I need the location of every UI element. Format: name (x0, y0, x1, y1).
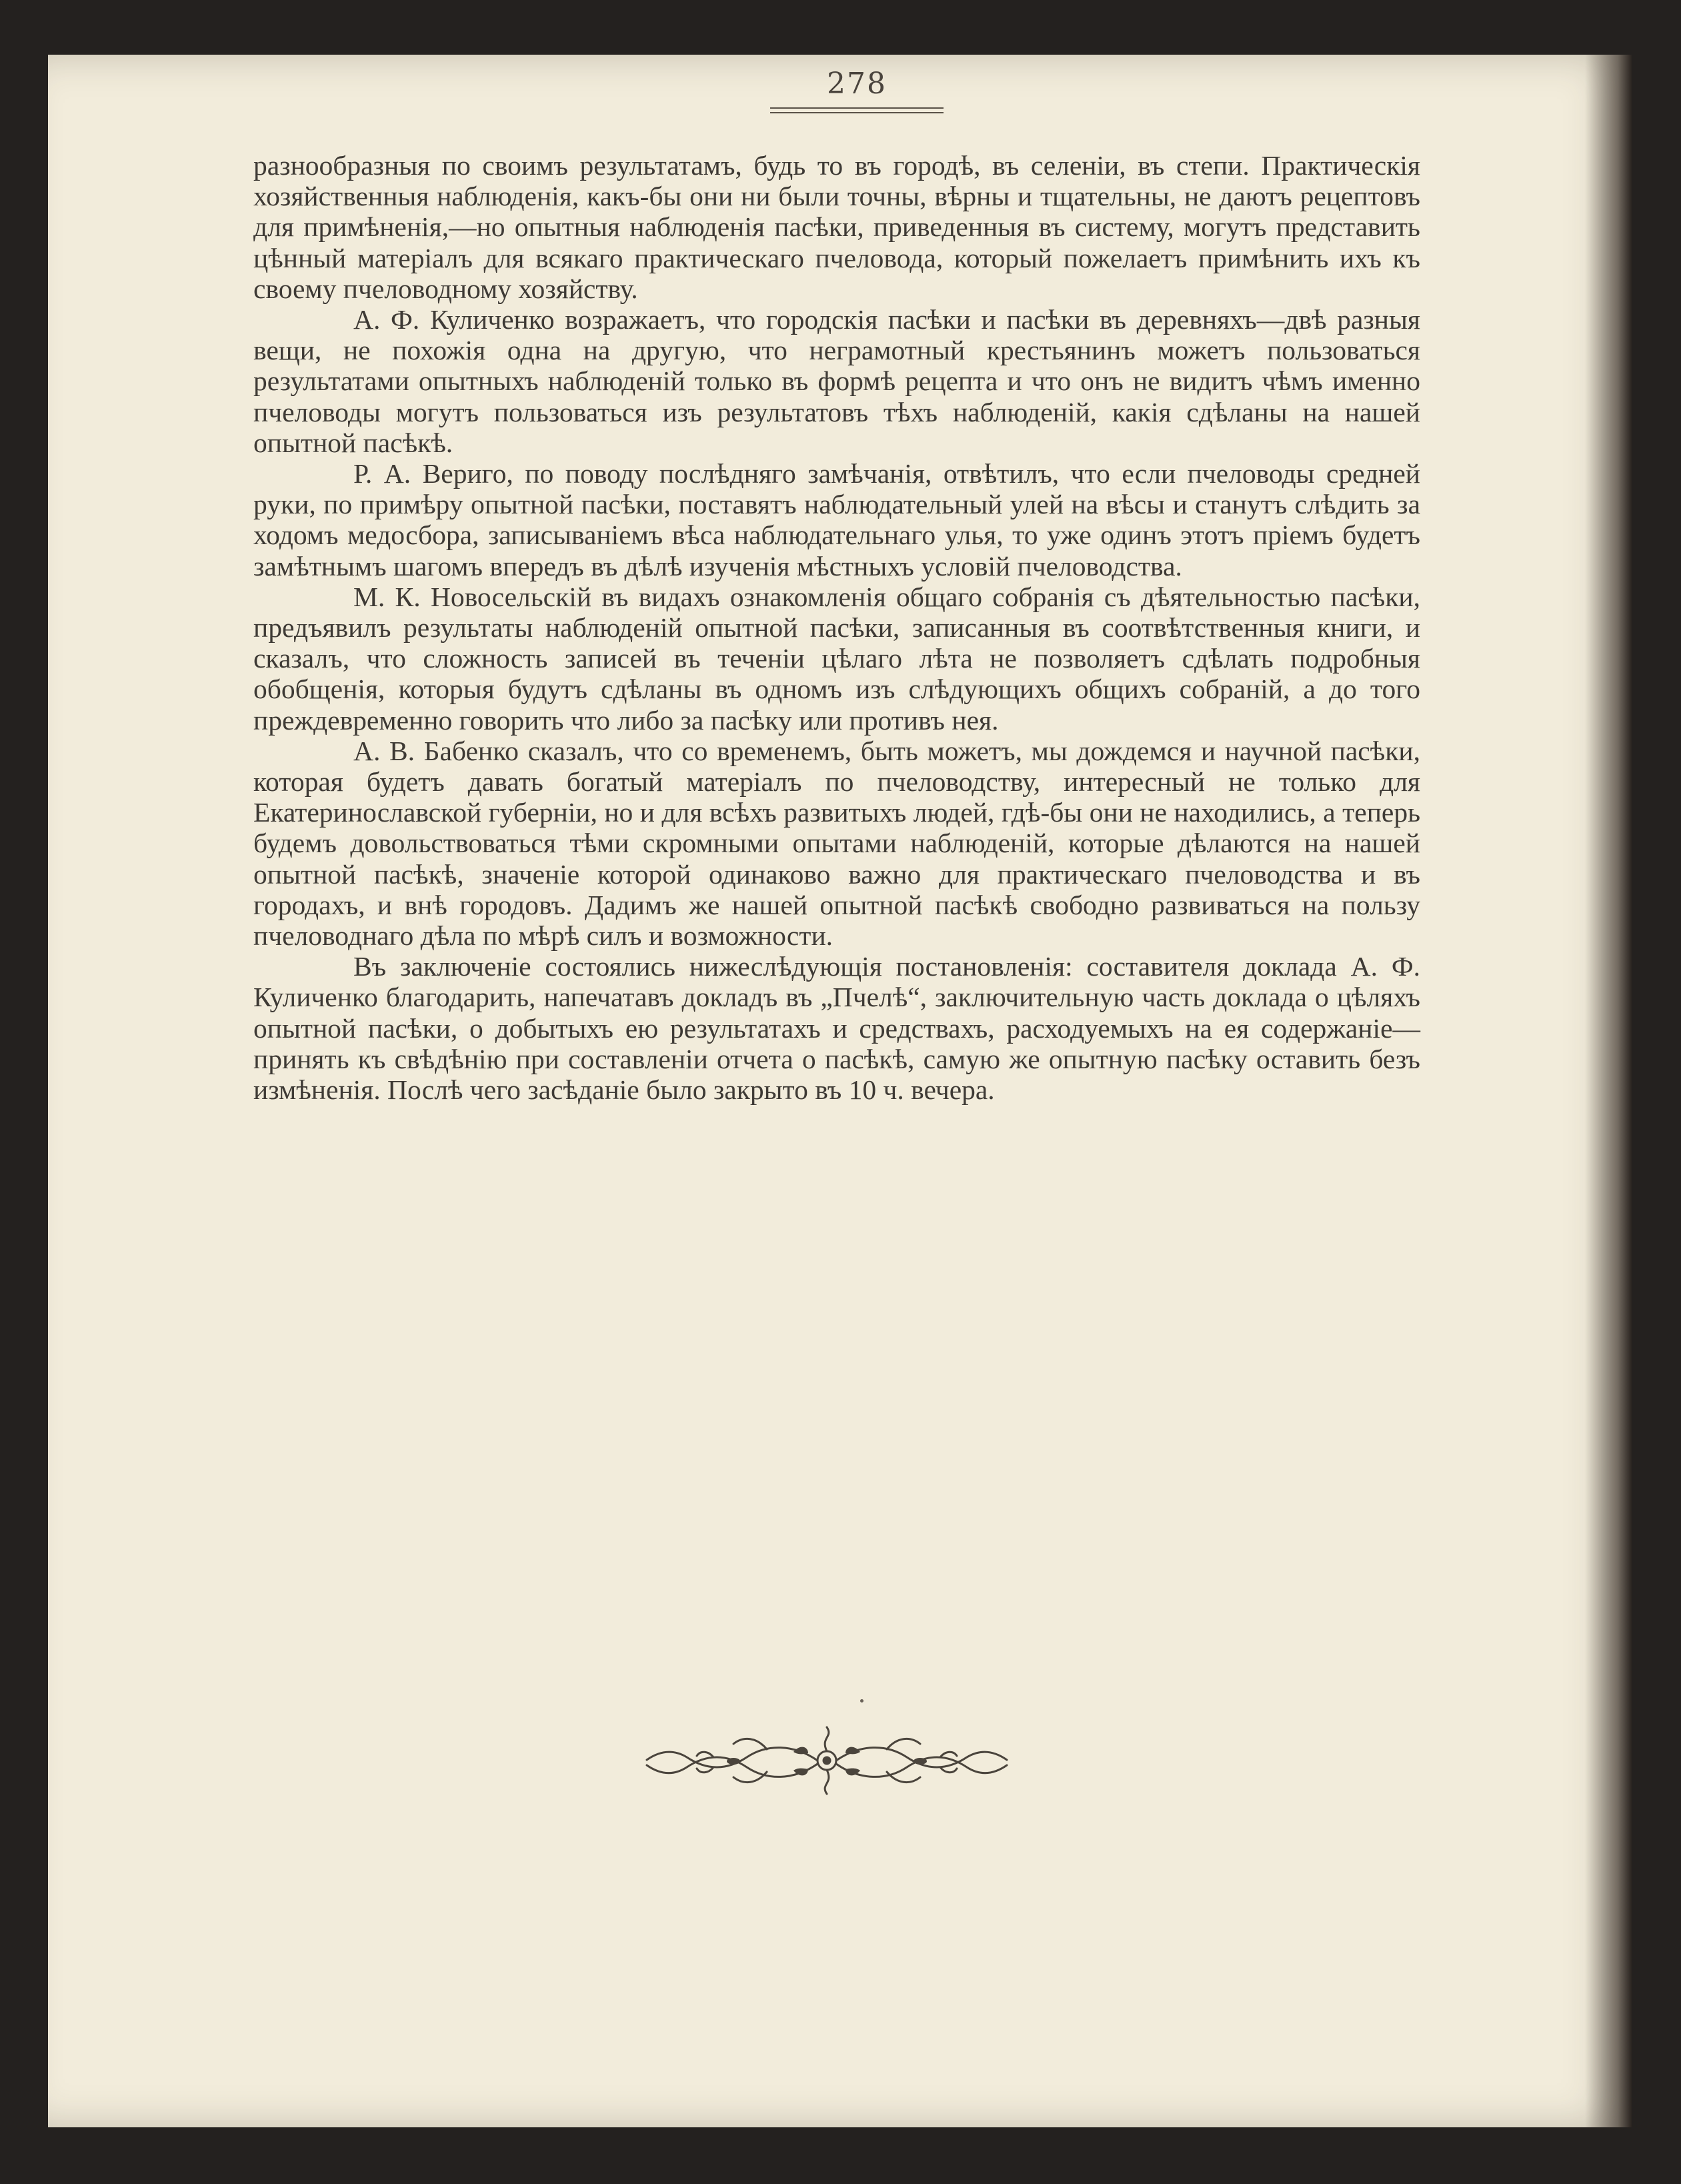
paragraph-verigo: Р. А. Вериго, по поводу послѣдняго замѣчанія, отвѣтилъ, что если пчеловоды средней руки, по примѣру опытной пасѣки, поставятъ наблюдательный улей на вѣсы и станутъ слѣдить за ходомъ медосбора, записываніемъ вѣса наблюдательнаго улья, то уже одинъ этотъ пріемъ будетъ замѣтнымъ шагомъ впередъ въ дѣлѣ изученія мѣстныхъ условій пчеловодства. (253, 458, 1420, 582)
body-text (253, 150, 1420, 1105)
decorative-vignette-icon (633, 1717, 1020, 1804)
page-gutter-shadow (1585, 55, 1632, 2127)
paragraph-continuation: разнообразныя по своимъ результатамъ, будь то въ городѣ, въ селеніи, въ степи. Практическія хозяйственныя наблюденія, какъ-бы они ни были точны, вѣрны и тщательны, не даютъ рецептовъ для примѣненія,—но опытныя наблюденія пасѣки, приведенныя въ систему, могутъ представить цѣнный матеріалъ для всякаго практическаго пчеловода, который пожелаетъ примѣнить ихъ къ своему пчеловодному хозяйству. (253, 150, 1420, 304)
page-header (770, 67, 944, 113)
paragraph-babenko: А. В. Бабенко сказалъ, что со временемъ, быть можетъ, мы дождемся и научной пасѣки, которая будетъ давать богатый матеріалъ по пчеловодству, интересный не только для Екатеринославской губерніи, но и для всѣхъ развитыхъ людей, гдѣ-бы они не находились, а теперь будемъ довольствоваться тѣми скромными опытами наблюденій, которые дѣлаются на нашей опытной пасѣкѣ, значеніе которой одинаково важно для практическаго пчеловодства и въ городахъ, и внѣ городовъ. Дадимъ же нашей опытной пасѣкѣ свободно развиваться на пользу пчеловоднаго дѣла по мѣрѣ силъ и возможности. (253, 735, 1420, 952)
header-rule-bottom (770, 112, 944, 113)
paragraph-conclusion: Въ заключеніе состоялись нижеслѣдующія постановленія: составителя доклада А. Ф. Куличенко благодарить, напечатавъ докладъ въ „Пчелѣ“, заключительную часть доклада о цѣляхъ опытной пасѣки, о добытыхъ ею результатахъ и средствахъ, расходуемыхъ на ея содержаніе—принять къ свѣдѣнію при составленіи отчета о пасѣкѣ, самую же опытную пасѣку оставить безъ измѣненія. Послѣ чего засѣданіе было закрыто въ 10 ч. вечера. (253, 951, 1420, 1106)
ink-dot (860, 1699, 864, 1703)
paragraph-kulichenko: А. Ф. Куличенко возражаетъ, что городскія пасѣки и пасѣки въ деревняхъ—двѣ разныя вещи, не похожія одна на другую, что неграмотный крестьянинъ можетъ пользоваться результатами опытныхъ наблюденій только въ формѣ рецепта и что онъ не видитъ чѣмъ именно пчеловоды могутъ пользоваться изъ результатовъ тѣхъ наблюденій, какія сдѣланы на нашей опытной пасѣкѣ. (253, 304, 1420, 458)
page-number: 278 (827, 67, 887, 101)
header-rule-top (770, 107, 944, 109)
paragraph-novoselsky: М. К. Новосельскій въ видахъ ознакомленія общаго собранія съ дѣятельностью пасѣки, предъявилъ результаты наблюденій опытной пасѣки, записанныя въ соотвѣтственныя книги, и сказалъ, что сложность записей въ теченіи цѣлаго лѣта не позволяетъ сдѣлать подробныя обобщенія, которыя будутъ сдѣланы въ одномъ изъ слѣдующихъ общихъ собраній, а до того преждевременно говорить что либо за пасѣку или противъ нея. (253, 581, 1420, 736)
